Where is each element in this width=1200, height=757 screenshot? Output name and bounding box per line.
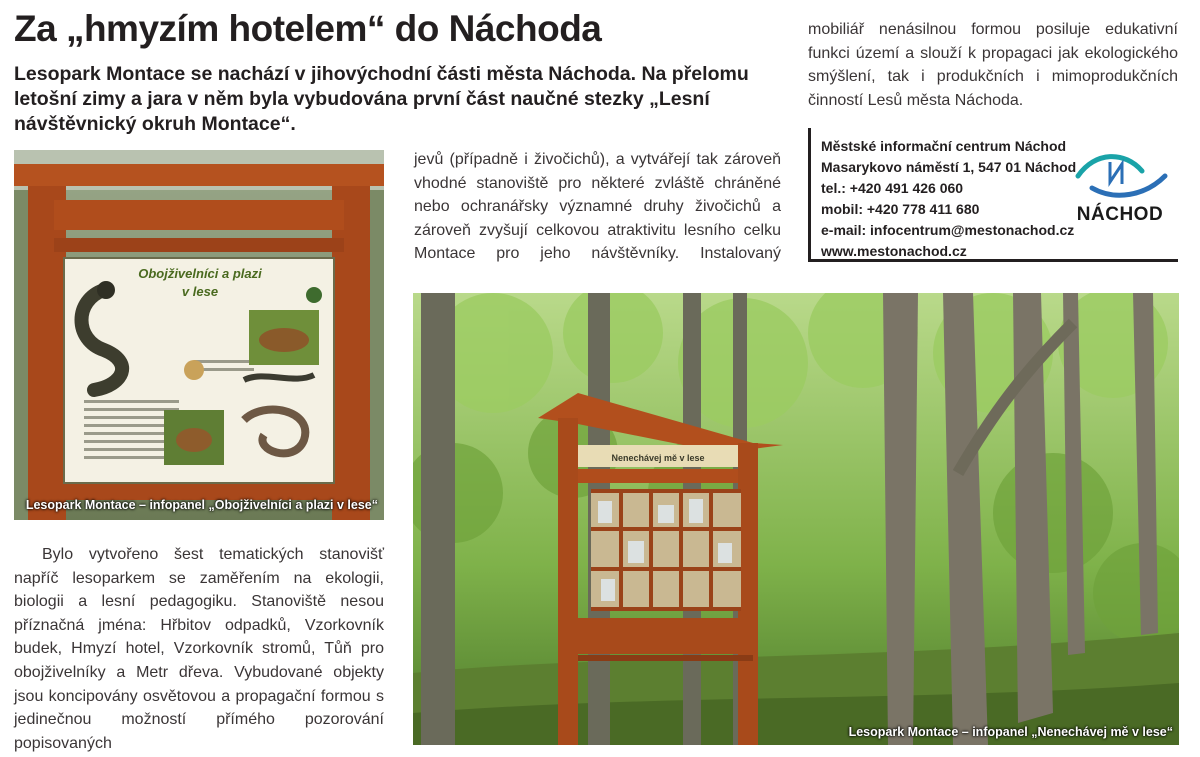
forest-display-illustration [413, 293, 1179, 745]
photo-infopanel-forest [413, 293, 1179, 745]
article-column-middle: jevů (případně i živočichů), a vytvářejí tak zároveň vhodné stanoviště pro některé zvláště chráněné nebo ochranářsky významné druhy živočichů a zároveň zvyšují celkovou atraktivitu lesního celku Montace pro jeho návštěvníky. Instalovaný [414, 151, 781, 263]
contact-address: Masarykovo náměstí 1, 547 01 Náchod [821, 159, 1077, 175]
contact-tel: tel.: +420 491 426 060 [821, 180, 964, 196]
nachod-logo-text: NÁCHOD [1076, 204, 1164, 225]
photo2-caption: Lesopark Montace – infopanel „Nenechávej mě v lese“ [848, 725, 1173, 739]
nachod-logo-wave-icon [1070, 146, 1170, 201]
nachod-logo [1070, 146, 1170, 226]
contact-box [808, 128, 1178, 262]
panel-title-line2: v lese [181, 284, 219, 299]
article-title: Za „hmyzím hotelem“ do Náchoda [14, 8, 602, 49]
article-column-left: Bylo vytvořeno šest tematických stanovišť napříč lesoparkem se zaměřením na ekologii, biologii a lesní pedagogiku. Stanoviště nesou příznačná jména: Hřbitov odpadků, Vzorkovník budek, Hmyzí hotel, Vzorkovník stromů, Tůň pro obojživelníky a Metr dřeva. Vybudované objekty jsou koncipovány osvětovou a propagační formou s jedinečnou možností přímého pozorování popisovaných [14, 546, 384, 752]
contact-mobil: mobil: +420 778 411 680 [821, 201, 980, 217]
photo1-caption: Lesopark Montace – infopanel „Obojživelníci a plazi v lese“ [25, 498, 378, 512]
contact-name: Městské informační centrum Náchod [821, 138, 1067, 154]
infopanel-amphibians-illustration [14, 150, 384, 520]
contact-email[interactable]: e-mail: infocentrum@mestonachod.cz [821, 222, 1075, 238]
article-lead: Lesopark Montace se nachází v jihovýchodní části města Náchoda. Na přelomu letošní zimy a jara v něm byla vybudována první část naučné stezky „Lesní návštěvnický okruh Montace“. [14, 63, 749, 135]
photo-infopanel-amphibians [14, 150, 384, 520]
forest-sign-text: Nenechávej mě v lese [611, 453, 705, 463]
article-column-right: mobiliář nenásilnou formou posiluje edukativní funkci území a slouží k propagaci jak ekologického smýšlení, tak i produkčních i mimoprodukčních činností Lesů města Náchoda. [808, 21, 1178, 109]
panel-title-line1: Obojživelníci a plazi [138, 266, 262, 281]
contact-web[interactable]: www.mestonachod.cz [821, 243, 967, 259]
